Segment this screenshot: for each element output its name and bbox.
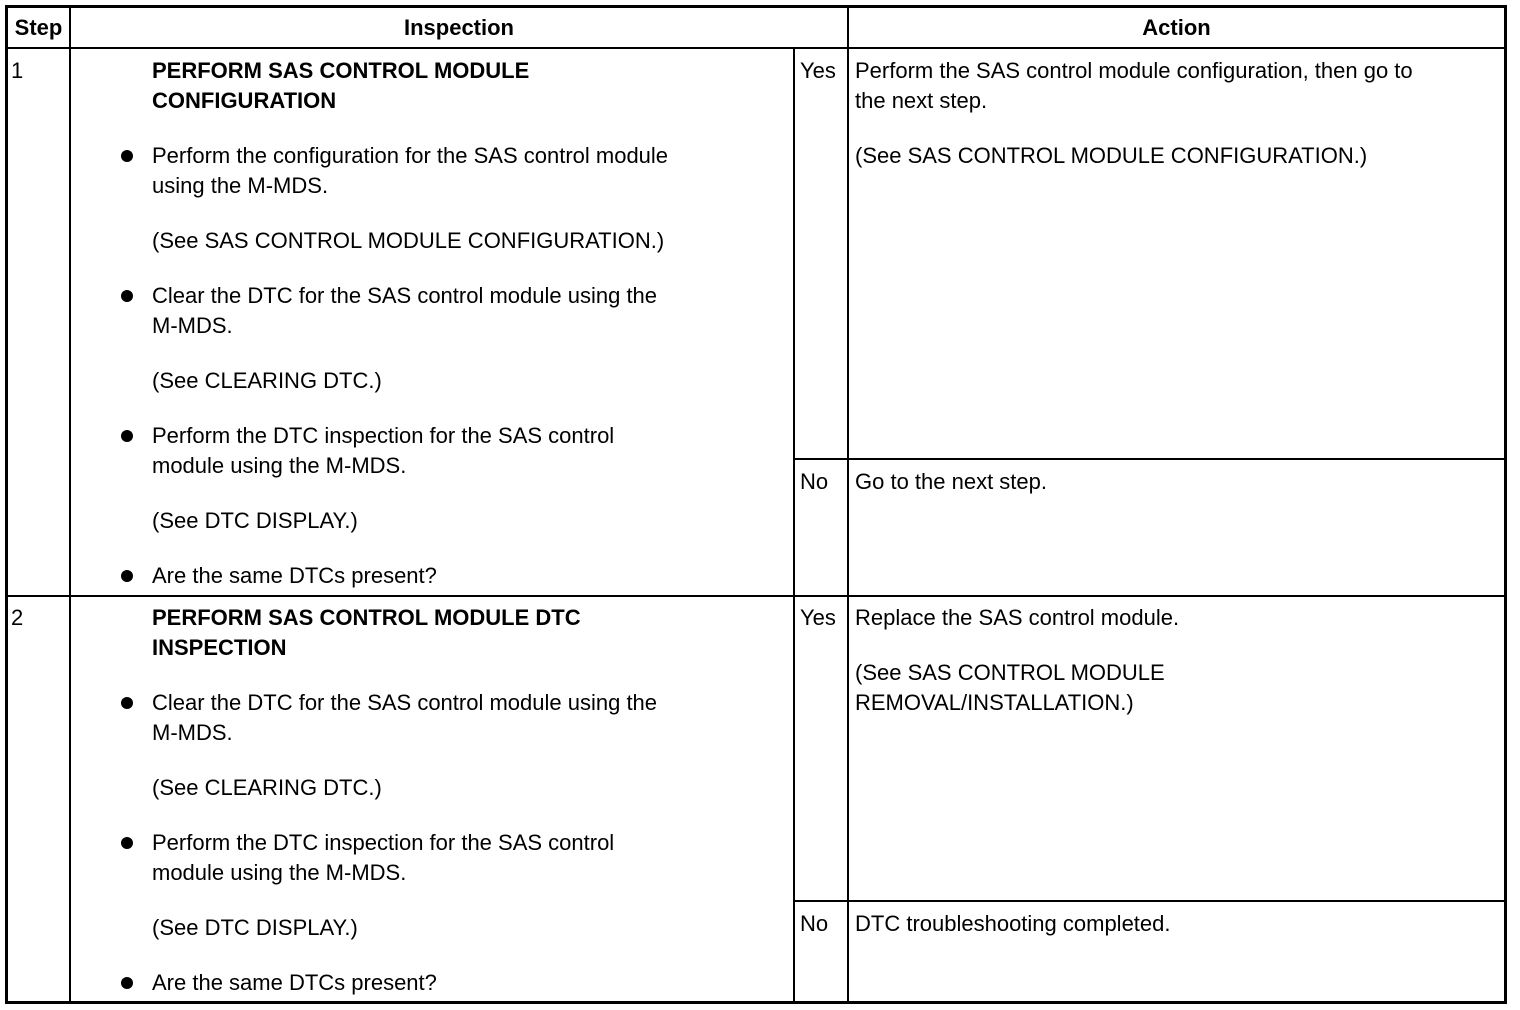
inspection-title: PERFORM SAS CONTROL MODULE DTC xyxy=(152,605,581,630)
inspection-item: module using the M-MDS. xyxy=(152,453,407,478)
bullet-icon xyxy=(121,837,133,849)
inspection-reference: (See SAS CONTROL MODULE CONFIGURATION.) xyxy=(152,228,665,253)
inspection-title: INSPECTION xyxy=(152,635,287,660)
bullet-icon xyxy=(121,430,133,442)
bullet-icon xyxy=(121,150,133,162)
inspection-reference: (See DTC DISPLAY.) xyxy=(152,915,358,940)
inspection-item: using the M-MDS. xyxy=(152,173,329,198)
bullet-icon xyxy=(121,570,133,582)
bullet-icon xyxy=(121,977,133,989)
inspection-item: M-MDS. xyxy=(152,720,233,745)
no-label: No xyxy=(800,911,829,936)
yes-action-reference: REMOVAL/INSTALLATION.) xyxy=(855,690,1134,715)
step-number: 2 xyxy=(11,605,24,630)
yes-action-reference: (See SAS CONTROL MODULE xyxy=(855,660,1165,685)
inspection-question: Are the same DTCs present? xyxy=(152,563,437,588)
inspection-item: module using the M-MDS. xyxy=(152,860,407,885)
yes-label: Yes xyxy=(800,605,836,630)
bullet-icon xyxy=(121,697,133,709)
row2-yes-no-divider xyxy=(793,900,1507,902)
yes-action: Perform the SAS control module configuration, then go to xyxy=(855,58,1413,83)
column-divider-yes-no xyxy=(793,48,795,1004)
header-inspection: Inspection xyxy=(403,15,514,40)
no-action: Go to the next step. xyxy=(855,469,1048,494)
no-action: DTC troubleshooting completed. xyxy=(855,911,1171,936)
yes-action-reference: (See SAS CONTROL MODULE CONFIGURATION.) xyxy=(855,143,1368,168)
row1-yes-no-divider xyxy=(793,458,1507,460)
inspection-item: Perform the configuration for the SAS control module xyxy=(152,143,669,168)
inspection-reference: (See CLEARING DTC.) xyxy=(152,775,382,800)
inspection-item: Clear the DTC for the SAS control module using the xyxy=(152,690,658,715)
inspection-reference: (See DTC DISPLAY.) xyxy=(152,508,358,533)
yes-action: the next step. xyxy=(855,88,988,113)
inspection-title: CONFIGURATION xyxy=(152,88,337,113)
inspection-title: PERFORM SAS CONTROL MODULE xyxy=(152,58,530,83)
header-action: Action xyxy=(1142,15,1211,40)
no-label: No xyxy=(800,469,829,494)
column-divider-action xyxy=(847,5,849,1004)
inspection-reference: (See CLEARING DTC.) xyxy=(152,368,382,393)
bullet-icon xyxy=(121,290,133,302)
inspection-item: Perform the DTC inspection for the SAS control xyxy=(152,423,615,448)
inspection-question: Are the same DTCs present? xyxy=(152,970,437,995)
header-step: Step xyxy=(14,15,63,40)
header-divider xyxy=(5,47,1507,49)
inspection-item: Perform the DTC inspection for the SAS control xyxy=(152,830,615,855)
step-number: 1 xyxy=(11,58,24,83)
column-divider-step xyxy=(69,5,71,1004)
inspection-item: Clear the DTC for the SAS control module using the xyxy=(152,283,658,308)
yes-action: Replace the SAS control module. xyxy=(855,605,1180,630)
row-divider xyxy=(5,595,1507,597)
yes-label: Yes xyxy=(800,58,836,83)
inspection-item: M-MDS. xyxy=(152,313,233,338)
